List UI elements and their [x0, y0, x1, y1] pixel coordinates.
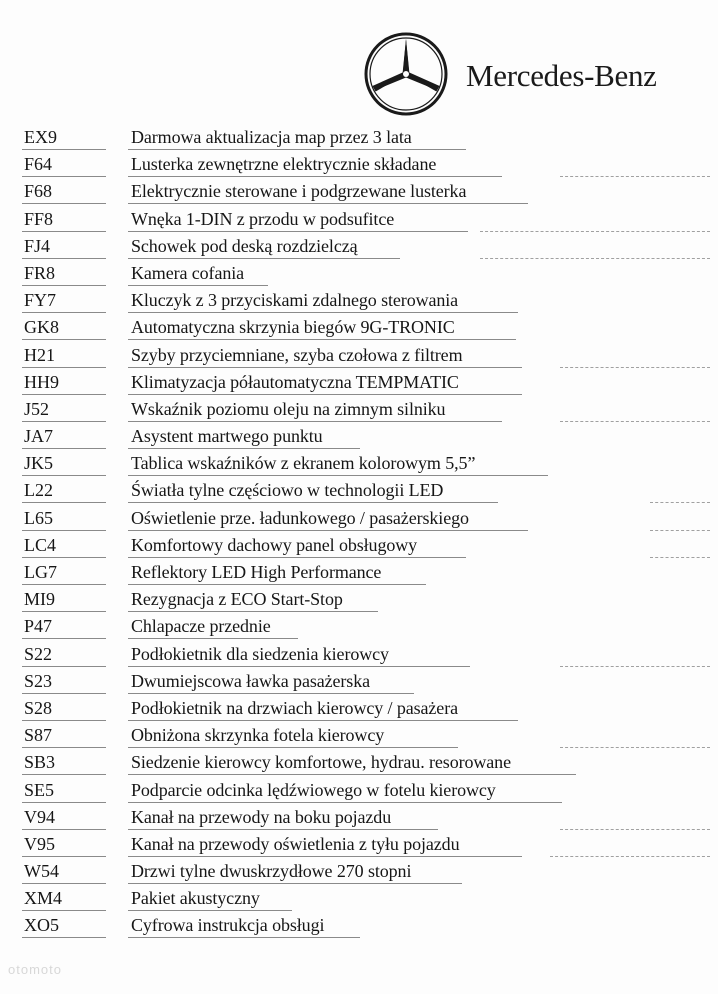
code-underline — [22, 231, 106, 232]
code-underline — [22, 910, 106, 911]
option-code: SB3 — [24, 752, 56, 773]
option-row — [0, 125, 718, 152]
description-underline — [128, 448, 360, 449]
option-row — [0, 560, 718, 587]
code-underline — [22, 502, 106, 503]
description-underline — [128, 910, 292, 911]
option-description: Pakiet akustyczny — [131, 888, 260, 909]
form-dashed-line — [650, 502, 710, 503]
form-dashed-line — [560, 747, 710, 748]
option-row — [0, 261, 718, 288]
description-underline — [128, 285, 268, 286]
description-underline — [128, 367, 522, 368]
option-row — [0, 533, 718, 560]
option-row — [0, 315, 718, 342]
option-code: S28 — [24, 697, 53, 718]
option-code: FY7 — [24, 290, 57, 311]
description-underline — [128, 802, 562, 803]
code-underline — [22, 339, 106, 340]
code-underline — [22, 747, 106, 748]
option-code: F68 — [24, 181, 53, 202]
option-code: J52 — [24, 398, 50, 419]
code-underline — [22, 530, 106, 531]
option-row — [0, 778, 718, 805]
option-description: Darmowa aktualizacja map przez 3 lata — [131, 127, 412, 147]
code-underline — [22, 611, 106, 612]
option-code: JK5 — [24, 453, 54, 474]
code-underline — [22, 312, 106, 313]
option-code: LC4 — [24, 534, 57, 555]
option-description: Drzwi tylne dwuskrzydłowe 270 stopni — [131, 861, 412, 882]
option-row — [0, 152, 718, 179]
option-description: Wskaźnik poziomu oleju na zimnym silniku — [131, 398, 446, 419]
code-underline — [22, 176, 106, 177]
option-description: Klimatyzacja półautomatyczna TEMPMATIC — [131, 371, 459, 392]
code-underline — [22, 285, 106, 286]
option-description: Cyfrowa instrukcja obsługi — [131, 915, 325, 936]
option-row — [0, 886, 718, 913]
option-code: L22 — [24, 480, 53, 501]
option-code: MI9 — [24, 589, 55, 610]
description-underline — [128, 747, 458, 748]
mercedes-star-icon — [362, 30, 450, 118]
option-row — [0, 723, 718, 750]
option-row — [0, 207, 718, 234]
option-row — [0, 587, 718, 614]
document-header — [358, 28, 698, 120]
code-underline — [22, 829, 106, 830]
equipment-options-list — [0, 125, 718, 941]
description-underline — [128, 421, 502, 422]
option-code: S87 — [24, 725, 53, 746]
option-code: FF8 — [24, 208, 54, 229]
code-underline — [22, 693, 106, 694]
option-row — [0, 397, 718, 424]
option-row — [0, 370, 718, 397]
code-underline — [22, 557, 106, 558]
description-underline — [128, 339, 516, 340]
option-row — [0, 859, 718, 886]
option-code: F64 — [24, 154, 53, 175]
description-underline — [128, 176, 502, 177]
form-dashed-line — [650, 557, 710, 558]
brand-name: Mercedes-Benz — [466, 58, 657, 93]
option-row — [0, 506, 718, 533]
description-underline — [128, 937, 360, 938]
code-underline — [22, 802, 106, 803]
code-underline — [22, 203, 106, 204]
option-description: Kanał na przewody na boku pojazdu — [131, 806, 392, 827]
code-underline — [22, 394, 106, 395]
option-description: Asystent martwego punktu — [131, 426, 323, 447]
option-code: V94 — [24, 806, 55, 827]
option-description: Kanał na przewody oświetlenia z tyłu pojazdu — [131, 833, 460, 854]
option-row — [0, 642, 718, 669]
option-row — [0, 478, 718, 505]
description-underline — [128, 693, 414, 694]
option-description: Siedzenie kierowcy komfortowe, hydrau. resorowane — [131, 752, 511, 773]
description-underline — [128, 530, 528, 531]
description-underline — [128, 258, 400, 259]
option-row — [0, 805, 718, 832]
option-row — [0, 696, 718, 723]
option-row — [0, 913, 718, 940]
option-description: Podparcie odcinka lędźwiowego w fotelu kierowcy — [131, 779, 496, 800]
code-underline — [22, 258, 106, 259]
option-row — [0, 614, 718, 641]
form-dashed-line — [650, 530, 710, 531]
description-underline — [128, 557, 466, 558]
option-code: V95 — [24, 833, 55, 854]
description-underline — [128, 475, 548, 476]
option-code: P47 — [24, 616, 53, 637]
option-row — [0, 179, 718, 206]
form-dashed-line — [560, 421, 710, 422]
code-underline — [22, 367, 106, 368]
description-underline — [128, 149, 466, 150]
option-code: GK8 — [24, 317, 59, 338]
option-code: XM4 — [24, 888, 63, 909]
description-underline — [128, 829, 438, 830]
description-underline — [128, 611, 378, 612]
option-description: Kamera cofania — [131, 262, 245, 283]
option-description: Elektrycznie sterowane i podgrzewane lusterka — [131, 181, 467, 202]
option-description: Chlapacze przednie — [131, 616, 271, 637]
option-row — [0, 288, 718, 315]
option-code: W54 — [24, 861, 59, 882]
option-description: Komfortowy dachowy panel obsługowy — [131, 534, 418, 555]
option-code: S22 — [24, 643, 53, 664]
form-dashed-line — [560, 829, 710, 830]
option-row — [0, 750, 718, 777]
code-underline — [22, 856, 106, 857]
form-dashed-line — [560, 176, 710, 177]
option-description: Wnęka 1-DIN z przodu w podsufitce — [131, 208, 395, 229]
option-description: Szyby przyciemniane, szyba czołowa z filtrem — [131, 344, 463, 365]
description-underline — [128, 394, 522, 395]
option-code: L65 — [24, 507, 53, 528]
code-underline — [22, 883, 106, 884]
code-underline — [22, 584, 106, 585]
description-underline — [128, 203, 528, 204]
code-underline — [22, 448, 106, 449]
option-row — [0, 669, 718, 696]
option-code: FJ4 — [24, 235, 51, 256]
option-code: LG7 — [24, 562, 57, 582]
option-code: HH9 — [24, 371, 59, 392]
option-code: EX9 — [24, 127, 57, 147]
code-underline — [22, 475, 106, 476]
form-dashed-line — [550, 856, 710, 857]
option-row — [0, 234, 718, 261]
description-underline — [128, 774, 576, 775]
option-code: S23 — [24, 670, 53, 691]
description-underline — [128, 856, 522, 857]
option-description: Schowek pod deską rozdzielczą — [131, 235, 358, 256]
option-code: FR8 — [24, 262, 56, 283]
option-row — [0, 343, 718, 370]
code-underline — [22, 937, 106, 938]
code-underline — [22, 149, 106, 150]
code-underline — [22, 666, 106, 667]
option-row — [0, 424, 718, 451]
code-underline — [22, 421, 106, 422]
form-dashed-line — [480, 258, 710, 259]
option-description: Reflektory LED High Performance — [131, 562, 382, 582]
option-code: JA7 — [24, 426, 54, 447]
option-description: Rezygnacja z ECO Start-Stop — [131, 589, 343, 610]
option-row — [0, 451, 718, 478]
code-underline — [22, 638, 106, 639]
option-description: Podłokietnik dla siedzenia kierowcy — [131, 643, 389, 664]
description-underline — [128, 638, 298, 639]
code-underline — [22, 774, 106, 775]
option-description: Kluczyk z 3 przyciskami zdalnego sterowania — [131, 290, 459, 311]
description-underline — [128, 883, 462, 884]
option-code: SE5 — [24, 779, 55, 800]
option-code: XO5 — [24, 915, 59, 936]
option-description: Dwumiejscowa ławka pasażerska — [131, 670, 371, 691]
description-underline — [128, 584, 426, 585]
option-code: H21 — [24, 344, 55, 365]
option-row — [0, 832, 718, 859]
form-dashed-line — [480, 231, 710, 232]
description-underline — [128, 231, 468, 232]
description-underline — [128, 312, 518, 313]
description-underline — [128, 502, 498, 503]
form-dashed-line — [560, 367, 710, 368]
option-description: Światła tylne częściowo w technologii LED — [131, 480, 444, 501]
option-description: Tablica wskaźników z ekranem kolorowym 5,5” — [131, 453, 476, 474]
option-description: Obniżona skrzynka fotela kierowcy — [131, 725, 385, 746]
option-description: Lusterka zewnętrzne elektrycznie składane — [131, 154, 437, 175]
description-underline — [128, 720, 518, 721]
option-description: Podłokietnik na drzwiach kierowcy / pasażera — [131, 697, 458, 718]
option-description: Automatyczna skrzynia biegów 9G-TRONIC — [131, 317, 455, 338]
description-underline — [128, 666, 470, 667]
code-underline — [22, 720, 106, 721]
watermark: otomoto — [8, 962, 62, 977]
form-dashed-line — [560, 666, 710, 667]
option-description: Oświetlenie prze. ładunkowego / pasażerskiego — [131, 507, 469, 528]
